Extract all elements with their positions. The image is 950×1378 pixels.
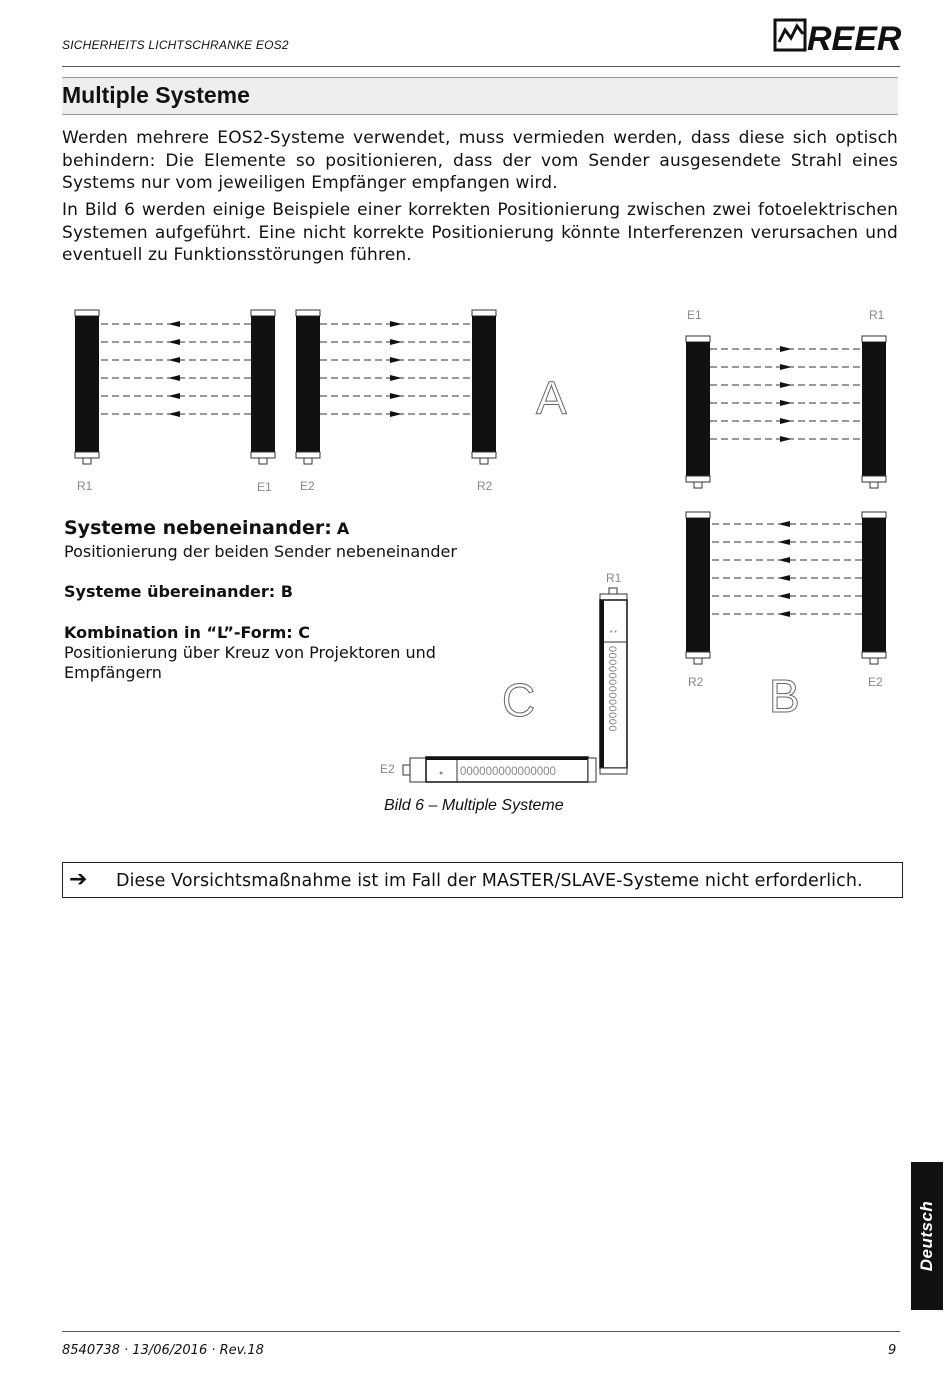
section-title: Multiple Systeme (62, 82, 250, 108)
legend-c-text-2: Empfängern (64, 663, 162, 682)
legend-a-letter: A (336, 519, 350, 538)
label-a-e1: E1 (257, 480, 272, 494)
system-a-letter: A (536, 372, 567, 424)
c-vertical-dots: • • (610, 629, 617, 636)
note-text: Diese Vorsichtsmaßnahme ist im Fall der MASTER/SLAVE-Systeme nicht erforderlich. (116, 871, 863, 891)
system-b-letter: B (769, 670, 800, 722)
label-b-r1: R1 (869, 308, 885, 322)
note-box (62, 862, 903, 898)
legend-a-heading-text: Systeme nebeneinander: (64, 517, 332, 539)
figure-reference-paragraph: In Bild 6 werden einige Beispiele einer korrekten Positionierung zwischen zwei fotoelektrischen Systemen aufgeführt. Eine nicht korrekte Positionierung könnte Interferenzen verursachen und eventuell zu Funktionsstörungen führen. (62, 200, 898, 265)
system-b-top-diagram (686, 308, 886, 488)
legend-a-text: Positionierung der beiden Sender nebeneinander (64, 542, 457, 561)
label-b-e2: E2 (868, 675, 883, 689)
system-c-diagram (380, 571, 627, 782)
legend-a-heading (64, 517, 349, 539)
c-horizontal-digits: 000000000000000 (460, 766, 556, 778)
label-b-r2: R2 (688, 675, 704, 689)
reer-logo (773, 14, 901, 58)
intro-paragraph: Werden mehrere EOS2-Systeme verwendet, muss vermieden werden, dass diese sich optisch behindern: Die Elemente so positionieren, dass der vom Sender ausgesendete Strahl eines Systems nur vom jeweiligen Empfänger empfangen wird. (62, 128, 898, 193)
language-tab (911, 1162, 943, 1310)
language-tab-label: Deutsch (917, 1200, 936, 1272)
footer-document-info: 8540738 · 13/06/2016 · Rev.18 (62, 1343, 264, 1358)
header-rule (62, 66, 900, 67)
section-title-bar (62, 77, 898, 115)
c-vertical-digits: 0000000000000 (606, 646, 618, 733)
legend-b-heading: Systeme übereinander: B (64, 582, 293, 601)
document-header-title: SICHERHEITS LICHTSCHRANKE EOS2 (62, 38, 289, 52)
logo-wordmark: REER (807, 20, 901, 58)
footer-rule (62, 1331, 900, 1332)
label-b-e1: E1 (687, 308, 702, 322)
label-a-e2: E2 (300, 479, 315, 493)
label-a-r2: R2 (477, 479, 493, 493)
page-number: 9 (888, 1343, 897, 1358)
legend-c-heading: Kombination in “L”-Form: C (64, 623, 311, 642)
system-a-diagram (75, 310, 567, 494)
label-c-e2: E2 (380, 762, 395, 776)
arrow-right-icon: ➔ (69, 867, 88, 892)
label-c-r1: R1 (606, 571, 622, 585)
figure-multiple-systems (0, 290, 950, 790)
system-c-letter: C (502, 674, 536, 726)
legend-c-text-1: Positionierung über Kreuz von Projektoren und (64, 643, 436, 662)
figure-caption: Bild 6 – Multiple Systeme (384, 797, 564, 814)
system-b-bottom-diagram (686, 512, 886, 722)
label-a-r1: R1 (77, 479, 93, 493)
